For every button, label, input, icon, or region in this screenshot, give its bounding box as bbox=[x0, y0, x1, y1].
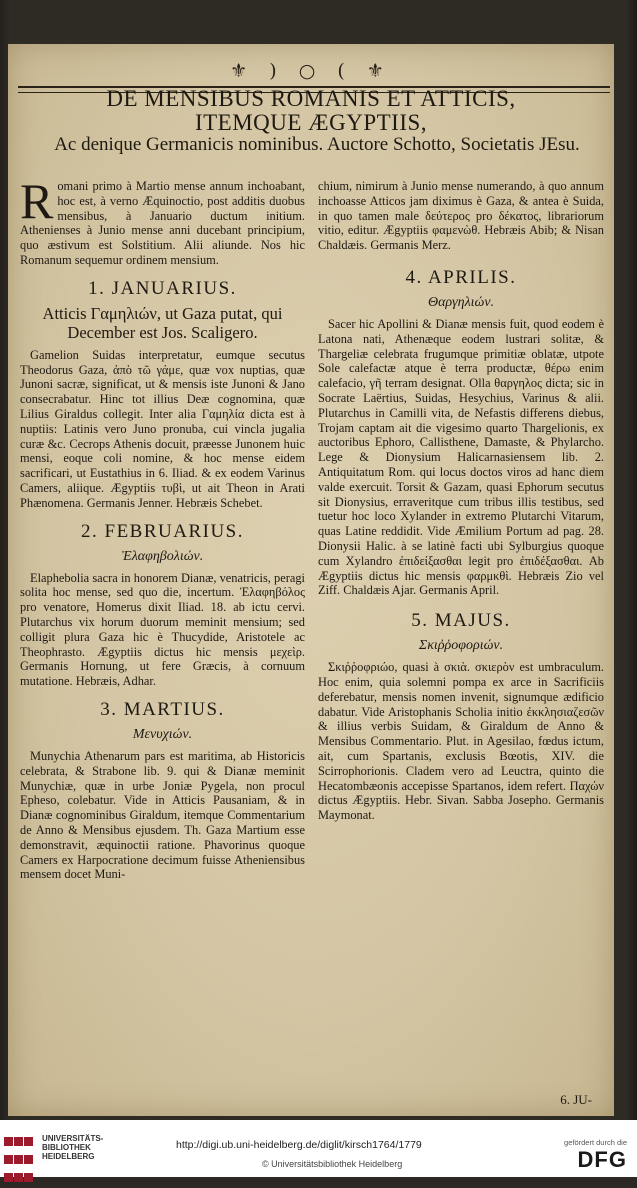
march-body: Munychia Athenarum pars est maritima, ab Historicis celebrata, & Strabone lib. 9. qui & Dianæ meminit Munychiæ, quæ in urbe Joniæ Pygela, non procul Epheso, colebatur. Vide in Atticis Pausaniam, & in Dianæ cognominibus Giraldum, itemque Commentarium de Anno & Mensibus ejusdem. Th. Gaza Martium esse demonstravit, æquinoctii ratione. Phavorinus quoque Camers ex Harpocratione decimum fuisse Atheniensibus mensem docet Muni- bbox=[20, 748, 305, 882]
march-continuation: chium, nimirum à Junio mense numerando, à quo annum inchoasse Atticos jam diximus è Gaza, & antea è Suida, in quo tamen male δεύτερος pro δέκατος, librariorum vitio, editur. Ægyptiis φαμενὼθ. Hebræis Abib; & Nisan Chaldæis. Germanis Merz. bbox=[318, 179, 604, 253]
catchword: 6. JU- bbox=[560, 1092, 592, 1107]
february-body: Elaphebolia sacra in honorem Dianæ, venatricis, peragi solita hoc mense, sed quo die, incertum. Ἐλαφηβόλος pro venatore, Homerus dixit Iliad. 18. ab ictu cervi. Plutarchus vix horum duorum meminit mensium; sed colligit plura Gaza hic è Thucydide, Aristotele ac Theophrasto. Ægyptiis dictus hic mensis μεχεὶρ. Germanis Hornung, ut fere Græcis, à cornuum mutatione. Hebræis, Adhar. bbox=[20, 570, 305, 689]
right-column bbox=[318, 179, 604, 823]
copyright-notice: © Universitätsbibliothek Heidelberg bbox=[262, 1159, 403, 1169]
may-body: Σκιῤῥοφριώο, quasi à σκιὰ. σκιερὸν est umbraculum. Hoc enim, quia solemni pompa ex arce in Sacrificiis deferebatur, mensis nomen invenit, signumque ædificio dabatur. Vide Aristophanis Scholia initio ἐκκλησιαζεσῶν & illius verbis Suidam, & Giraldum de Anno & Mensibus Commentario. Plut. in Agesilao, fœdus ictum, ait, cum Spartanis, exclusis Bœotis, XIV. die Scirrophorionis. Cladem vero ad Leuctra, quinto die Hecatombæonis accepisse Spartanos, idem refert. Παχών dictus Ægyptiis. Hebr. Sivan. Sabba Josepho. Germanis Maymonat. bbox=[318, 660, 604, 823]
book-page bbox=[8, 44, 614, 1116]
head-ornament: ⚜ ) ○ ( ⚜ bbox=[230, 60, 392, 82]
april-body: Sacer hic Apollini & Dianæ mensis fuit, quod eodem è Latona nati, Athenæque eodem lustrari solitæ, & Thargeliæ celebrata frugumque primitiæ oblatæ, utpote Sole calefactæ atque è terra productæ, θέρω enim calefacio, γῆ terram designat. Olla θαργηλος dicta; sic in Socrate Laërtius, Suidas, Hesychius, Varinus & alii. Plutarchus in Camilli vita, de Nefastis differens diebus, Trojam captam ait die vigesimo quarto Thargelionis, ex auctoribus Ephoro, Callisthene, Damaste, & Phylarcho. Lege & Dionysium Halicarnasiensem lib. 2. Antiquitatum Rom. qui locus doctos viros ad hanc diem valde exercuit. Torsit & Gazam, quasi Ephorum secutus sit Dionysius, erraveritque cum tribus illis testibus, sed tuetur hoc loco Xylander in extremo Plutarchi Vitarum, quas Latine reddidit. Vide Æmilium Portum ad pag. 28. Dionysii Halic. à se latinè facti ubi Sylburgius quoque cum Xylandro ἐπιδείξασθαι legit pro ἐπιδέξασθαι. Ab Ægyptiis dictus hic mensis φαρμκθὶ. Hebræis Zio vel Ziff. Chaldæis Ajar. Germanis April. bbox=[318, 316, 604, 598]
may-greek-name: Σκιῤῥοφοριών. bbox=[418, 638, 504, 654]
may-heading: 5. MAJUS. bbox=[411, 610, 511, 632]
dfg-logo: DFG bbox=[577, 1147, 627, 1172]
intro-paragraph bbox=[20, 173, 305, 268]
left-column bbox=[20, 173, 305, 882]
april-heading: 4. APRILIS. bbox=[405, 266, 517, 288]
january-summary: Atticis Γαμηλιών, ut Gaza putat, qui December est Jos. Scaligero. bbox=[42, 303, 283, 342]
page-title-line1: DE MENSIBUS ROMANIS ET ATTICIS, bbox=[106, 86, 516, 111]
march-heading: 3. MARTIUS. bbox=[100, 698, 225, 720]
page-title-line2: ITEMQUE ÆGYPTIIS, bbox=[194, 110, 428, 135]
april-greek-name: Θαργηλιών. bbox=[427, 294, 495, 310]
february-heading: 2. FEBRUARIUS. bbox=[81, 520, 244, 542]
funding-note: gefördert durch die bbox=[564, 1138, 627, 1147]
page-subtitle: Ac denique Germanicis nominibus. Auctore Schotto, Societatis JEsu. bbox=[54, 134, 580, 155]
february-greek-name: Ἐλαφηβολιών. bbox=[121, 548, 204, 564]
january-heading: 1. JANUARIUS. bbox=[88, 277, 237, 299]
march-greek-name: Μενυχιών. bbox=[132, 726, 193, 742]
january-body: Gamelion Suidas interpretatur, eumque secutus Theodorus Gaza, ἀπὸ τῶ γάμε, quæ vox nuptias, quæ Junoni sacræ, significat, ut & mensis iste Junoni & Jano consecrabatur. Hinc tot illius Deæ cognomina, quæ Lilius Giraldus collegit. Inter alia Γαμηλία dicta est à nuptiis: Latinis vero Juno pronuba, cui vincla jugalia curæ &c. Cecrops Athenis docuit, præesse Junonem huic mensi, eoque coli nomine, & hoc mense eidem sacrificari, ut Eustathius in 6. Iliad. & ex eodem Varinus Camers, aliique. Ægyptiis τυβὶ, ut ait Theon in Arati Phænomena. Germanis Jenner. Hebræis Schebet. bbox=[20, 347, 305, 510]
library-logo-icon bbox=[4, 1134, 34, 1188]
intro-text: omani primo à Martio mense annum inchoabant, hoc est, à verno Æquinoctio, post additis duobus mensibus, à Januario ductum initium. Athenienses à Junio mense anni ducebant principium, quo æstivum est Solstitium. Alii aliunde. Nos hic Romanum sequemur ordinem mensium. bbox=[20, 179, 305, 267]
drop-cap: R bbox=[20, 173, 54, 229]
footer-bar bbox=[0, 1120, 637, 1177]
library-name: UNIVERSITÄTS- BIBLIOTHEK HEIDELBERG bbox=[42, 1134, 104, 1161]
permalink[interactable]: http://digi.ub.uni-heidelberg.de/diglit/kirsch1764/1779 bbox=[176, 1139, 422, 1151]
